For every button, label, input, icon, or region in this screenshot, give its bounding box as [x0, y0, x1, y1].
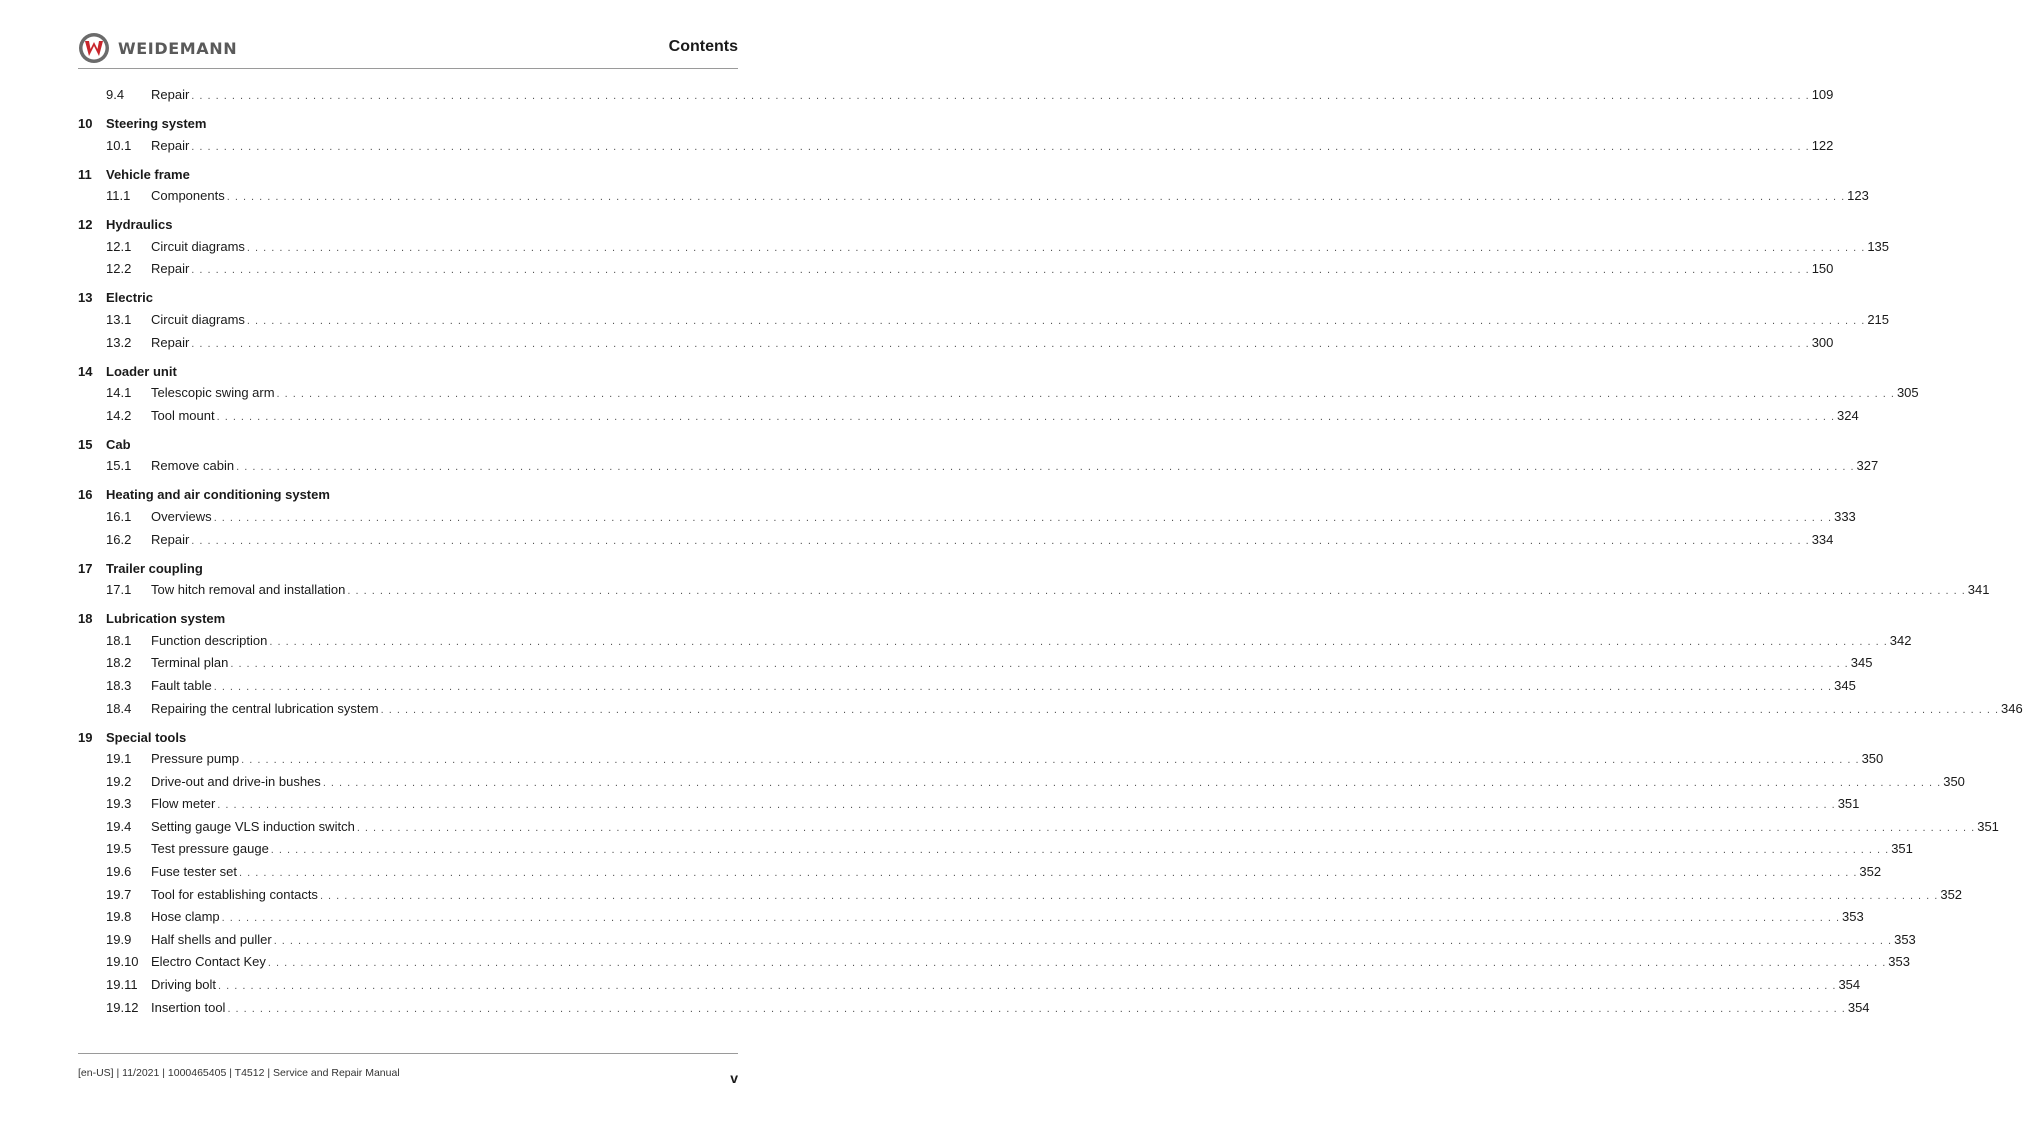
toc-chapter-heading[interactable] [78, 608, 738, 630]
toc-dot-leader: . . . . . . . . . . . . . . . . . . . . . . . . . . . . . . . . . . . . . . . . . . . . . . . . . . . . . . . . . . . . . . . . . . . . . . . . . . . . . . . . . . . . . . . . . . . . . . . . . . . . . . . . . . . . . . . . . . . . . . . . . . . . . . . . . . . . . . . . . . . . . . . . . . . . . . . . . . . . . . . . . . . . . . . . . . . . . . . . . . . . . . . . . . . . . . . . . . . . . . . . [221, 912, 1841, 925]
table-of-contents [78, 84, 2023, 1019]
toc-entry-title: Driving bolt [151, 977, 217, 993]
toc-entry-number: 19.7 [106, 886, 132, 902]
footer-page-number: v [730, 1070, 738, 1086]
toc-dot-leader: . . . . . . . . . . . . . . . . . . . . . . . . . . . . . . . . . . . . . . . . . . . . . . . . . . . . . . . . . . . . . . . . . . . . . . . . . . . . . . . . . . . . . . . . . . . . . . . . . . . . . . . . . . . . . . . . . . . . . . . . . . . . . . . . . . . . . . . . . . . . . . . . . . . . . . . . . . . . . . . . . . . . . . . . . . . . . . . . . . . . . . . . . . . . . . . . . . . . . . . . [191, 264, 1810, 277]
toc-dot-leader: . . . . . . . . . . . . . . . . . . . . . . . . . . . . . . . . . . . . . . . . . . . . . . . . . . . . . . . . . . . . . . . . . . . . . . . . . . . . . . . . . . . . . . . . . . . . . . . . . . . . . . . . . . . . . . . . . . . . . . . . . . . . . . . . . . . . . . . . . . . . . . . . . . . . . . . . . . . . . . . . . . . . . . . . . . . . . . . . . . . . . . . . . . . . . . . . . . . . . . . . [380, 703, 2000, 716]
toc-entry[interactable] [78, 135, 1834, 158]
toc-entry[interactable] [78, 951, 1910, 974]
toc-chapter-heading[interactable] [78, 484, 738, 506]
toc-entry-page: 353 [1842, 909, 1864, 925]
toc-entry-number: 14.1 [106, 385, 132, 401]
toc-chapter-heading[interactable] [78, 433, 738, 455]
toc-chapter-heading[interactable] [78, 287, 738, 309]
toc-entry-number: 19.10 [106, 954, 139, 970]
toc-entry-title: Repair [151, 137, 190, 153]
toc-entry-page: 334 [1811, 531, 1834, 547]
toc-entry-number: 19.1 [106, 751, 132, 767]
toc-dot-leader: . . . . . . . . . . . . . . . . . . . . . . . . . . . . . . . . . . . . . . . . . . . . . . . . . . . . . . . . . . . . . . . . . . . . . . . . . . . . . . . . . . . . . . . . . . . . . . . . . . . . . . . . . . . . . . . . . . . . . . . . . . . . . . . . . . . . . . . . . . . . . . . . . . . . . . . . . . . . . . . . . . . . . . . . . . . . . . . . . . . . . . . . . . . . . . . . . . . . . . . . [216, 410, 1835, 423]
toc-entry[interactable] [78, 974, 1861, 997]
toc-chapter-number: 19 [78, 729, 93, 745]
toc-entry[interactable] [78, 884, 1963, 907]
toc-dot-leader: . . . . . . . . . . . . . . . . . . . . . . . . . . . . . . . . . . . . . . . . . . . . . . . . . . . . . . . . . . . . . . . . . . . . . . . . . . . . . . . . . . . . . . . . . . . . . . . . . . . . . . . . . . . . . . . . . . . . . . . . . . . . . . . . . . . . . . . . . . . . . . . . . . . . . . . . . . . . . . . . . . . . . . . . . . . . . . . . . . . . . . . . . . . . . . . . . . . . . . . . [217, 799, 1836, 812]
toc-entry-title: Terminal plan [151, 655, 229, 671]
toc-entry-number: 19.11 [106, 977, 138, 993]
toc-dot-leader: . . . . . . . . . . . . . . . . . . . . . . . . . . . . . . . . . . . . . . . . . . . . . . . . . . . . . . . . . . . . . . . . . . . . . . . . . . . . . . . . . . . . . . . . . . . . . . . . . . . . . . . . . . . . . . . . . . . . . . . . . . . . . . . . . . . . . . . . . . . . . . . . . . . . . . . . . . . . . . . . . . . . . . . . . . . . . . . . . . . . . . . . . . . . . . . . . . . . . . . . [246, 314, 1866, 327]
toc-dot-leader: . . . . . . . . . . . . . . . . . . . . . . . . . . . . . . . . . . . . . . . . . . . . . . . . . . . . . . . . . . . . . . . . . . . . . . . . . . . . . . . . . . . . . . . . . . . . . . . . . . . . . . . . . . . . . . . . . . . . . . . . . . . . . . . . . . . . . . . . . . . . . . . . . . . . . . . . . . . . . . . . . . . . . . . . . . . . . . . . . . . . . . . . . . . . . . . . . . . . . . . . [267, 957, 1887, 970]
page-footer [78, 1053, 738, 1094]
toc-entry-page: 351 [1977, 818, 1999, 834]
toc-entry-number: 15.1 [106, 458, 132, 474]
toc-entry-number: 17.1 [106, 582, 132, 598]
toc-dot-leader: . . . . . . . . . . . . . . . . . . . . . . . . . . . . . . . . . . . . . . . . . . . . . . . . . . . . . . . . . . . . . . . . . . . . . . . . . . . . . . . . . . . . . . . . . . . . . . . . . . . . . . . . . . . . . . . . . . . . . . . . . . . . . . . . . . . . . . . . . . . . . . . . . . . . . . . . . . . . . . . . . . . . . . . . . . . . . . . . . . . . . . . . . . . . . . . . . . . . . . . . [191, 140, 1810, 153]
toc-entry[interactable] [78, 630, 1912, 653]
toc-chapter-heading[interactable] [78, 163, 738, 185]
toc-entry-page: 327 [1856, 458, 1879, 474]
toc-entry-title: Tool for establishing contacts [151, 886, 318, 902]
toc-dot-leader: . . . . . . . . . . . . . . . . . . . . . . . . . . . . . . . . . . . . . . . . . . . . . . . . . . . . . . . . . . . . . . . . . . . . . . . . . . . . . . . . . . . . . . . . . . . . . . . . . . . . . . . . . . . . . . . . . . . . . . . . . . . . . . . . . . . . . . . . . . . . . . . . . . . . . . . . . . . . . . . . . . . . . . . . . . . . . . . . . . . . . . . . . . . . . . . . . . . . . . . . [213, 511, 1833, 524]
toc-entry-title: Circuit diagrams [151, 238, 245, 254]
page-header [78, 28, 738, 69]
toc-entry-page: 341 [1967, 582, 1990, 598]
toc-entry-number: 13.2 [106, 334, 132, 350]
toc-entry-page: 346 [2001, 700, 2023, 716]
toc-chapter-number: 17 [78, 560, 93, 576]
toc-entry-title: Repair [151, 334, 190, 350]
toc-entry-title: Pressure pump [151, 751, 240, 767]
toc-chapter-heading[interactable] [78, 360, 738, 382]
toc-dot-leader: . . . . . . . . . . . . . . . . . . . . . . . . . . . . . . . . . . . . . . . . . . . . . . . . . . . . . . . . . . . . . . . . . . . . . . . . . . . . . . . . . . . . . . . . . . . . . . . . . . . . . . . . . . . . . . . . . . . . . . . . . . . . . . . . . . . . . . . . . . . . . . . . . . . . . . . . . . . . . . . . . . . . . . . . . . . . . . . . . . . . . . . . . . . . . . . . . . . . . . . . [322, 776, 1942, 789]
toc-entry-page: 351 [1837, 796, 1860, 812]
toc-entry-title: Function description [151, 632, 268, 648]
toc-entry-number: 18.1 [106, 632, 132, 648]
toc-chapter-title: Hydraulics [106, 217, 173, 233]
toc-entry-number: 10.1 [106, 137, 132, 153]
toc-entry-number: 19.3 [106, 796, 132, 812]
toc-dot-leader: . . . . . . . . . . . . . . . . . . . . . . . . . . . . . . . . . . . . . . . . . . . . . . . . . . . . . . . . . . . . . . . . . . . . . . . . . . . . . . . . . . . . . . . . . . . . . . . . . . . . . . . . . . . . . . . . . . . . . . . . . . . . . . . . . . . . . . . . . . . . . . . . . . . . . . . . . . . . . . . . . . . . . . . . . . . . . . . . . . . . . . . . . . . . . . . . . . . . . . . . [269, 635, 1888, 648]
toc-entry-number: 18.4 [106, 700, 132, 716]
brand-name: WEIDEMANN [118, 38, 238, 58]
toc-chapter [78, 287, 1890, 354]
toc-chapter-title: Loader unit [106, 363, 177, 379]
toc-entry-number: 12.2 [106, 261, 132, 277]
toc-dot-leader: . . . . . . . . . . . . . . . . . . . . . . . . . . . . . . . . . . . . . . . . . . . . . . . . . . . . . . . . . . . . . . . . . . . . . . . . . . . . . . . . . . . . . . . . . . . . . . . . . . . . . . . . . . . . . . . . . . . . . . . . . . . . . . . . . . . . . . . . . . . . . . . . . . . . . . . . . . . . . . . . . . . . . . . . . . . . . . . . . . . . . . . . . . . . . . . . . . . . . . . . [213, 680, 1833, 693]
toc-entry-page: 354 [1838, 977, 1861, 993]
toc-dot-leader: . . . . . . . . . . . . . . . . . . . . . . . . . . . . . . . . . . . . . . . . . . . . . . . . . . . . . . . . . . . . . . . . . . . . . . . . . . . . . . . . . . . . . . . . . . . . . . . . . . . . . . . . . . . . . . . . . . . . . . . . . . . . . . . . . . . . . . . . . . . . . . . . . . . . . . . . . . . . . . . . . . . . . . . . . . . . . . . . . . . . . . . . . . . . . . . . . . . . . . . . [236, 461, 1855, 474]
toc-entry[interactable] [78, 771, 1965, 794]
page-title: Contents [668, 38, 738, 55]
toc-entry-number: 19.8 [106, 909, 132, 925]
toc-entry-page: 352 [1859, 864, 1882, 880]
toc-chapter [78, 84, 1834, 107]
toc-entry[interactable] [78, 793, 1860, 816]
toc-chapter-title: Trailer coupling [106, 560, 203, 576]
toc-entry-page: 342 [1889, 632, 1912, 648]
toc-chapter-title: Lubrication system [106, 611, 226, 627]
toc-entry-page: 215 [1867, 311, 1890, 327]
toc-entry[interactable] [78, 579, 1990, 602]
toc-entry[interactable] [78, 405, 1859, 428]
toc-entry-title: Insertion tool [151, 999, 226, 1015]
toc-entry-title: Overviews [151, 508, 212, 524]
toc-entry-page: 300 [1811, 334, 1834, 350]
brand-logo [78, 32, 237, 64]
toc-chapter-title: Special tools [106, 729, 187, 745]
toc-dot-leader: . . . . . . . . . . . . . . . . . . . . . . . . . . . . . . . . . . . . . . . . . . . . . . . . . . . . . . . . . . . . . . . . . . . . . . . . . . . . . . . . . . . . . . . . . . . . . . . . . . . . . . . . . . . . . . . . . . . . . . . . . . . . . . . . . . . . . . . . . . . . . . . . . . . . . . . . . . . . . . . . . . . . . . . . . . . . . . . . . . . . . . . . . . . . . . . . . . . . . . . . [356, 821, 1976, 834]
toc-entry[interactable] [78, 529, 1834, 552]
toc-entry[interactable] [78, 838, 1913, 861]
toc-chapter-title: Steering system [106, 116, 207, 132]
toc-entry[interactable] [78, 185, 1869, 208]
weidemann-logo-icon [78, 32, 110, 64]
toc-chapter-number: 18 [78, 611, 93, 627]
toc-entry-number: 19.4 [106, 818, 132, 834]
toc-chapter-number: 16 [78, 487, 93, 503]
toc-dot-leader: . . . . . . . . . . . . . . . . . . . . . . . . . . . . . . . . . . . . . . . . . . . . . . . . . . . . . . . . . . . . . . . . . . . . . . . . . . . . . . . . . . . . . . . . . . . . . . . . . . . . . . . . . . . . . . . . . . . . . . . . . . . . . . . . . . . . . . . . . . . . . . . . . . . . . . . . . . . . . . . . . . . . . . . . . . . . . . . . . . . . . . . . . . . . . . . . . . . . . . . . [227, 1002, 1846, 1015]
toc-entry-number: 11.1 [106, 188, 131, 204]
toc-entry-title: Repair [151, 261, 190, 277]
toc-entry-number: 16.1 [106, 508, 132, 524]
toc-chapter-number: 14 [78, 363, 93, 379]
toc-entry-page: 350 [1861, 751, 1884, 767]
toc-entry-title: Repairing the central lubrication system [151, 700, 379, 716]
toc-entry-title: Half shells and puller [151, 931, 272, 947]
toc-entry-number: 13.1 [106, 311, 132, 327]
toc-entry-number: 19.2 [106, 773, 132, 789]
toc-entry-page: 350 [1943, 773, 1965, 789]
toc-chapter-title: Cab [106, 436, 131, 452]
toc-chapter-number: 11 [78, 166, 92, 182]
toc-chapter [78, 726, 1999, 1019]
toc-entry[interactable] [78, 382, 1919, 405]
toc-entry-title: Tool mount [151, 407, 215, 423]
toc-entry-title: Fault table [151, 677, 212, 693]
toc-entry-page: 123 [1847, 188, 1869, 204]
footer-document-info: [en-US] | 11/2021 | 1000465405 | T4512 | Service and Repair Manual [78, 1067, 400, 1079]
toc-dot-leader: . . . . . . . . . . . . . . . . . . . . . . . . . . . . . . . . . . . . . . . . . . . . . . . . . . . . . . . . . . . . . . . . . . . . . . . . . . . . . . . . . . . . . . . . . . . . . . . . . . . . . . . . . . . . . . . . . . . . . . . . . . . . . . . . . . . . . . . . . . . . . . . . . . . . . . . . . . . . . . . . . . . . . . . . . . . . . . . . . . . . . . . . . . . . . . . . . . . . . . . . [319, 889, 1939, 902]
toc-entry-page: 353 [1894, 931, 1916, 947]
toc-entry-title: Test pressure gauge [151, 841, 269, 857]
toc-entry[interactable] [78, 258, 1834, 281]
toc-entry[interactable] [78, 675, 1856, 698]
toc-entry-number: 14.2 [106, 407, 132, 423]
toc-entry-page: 333 [1834, 508, 1856, 524]
toc-entry-number: 19.6 [106, 864, 132, 880]
toc-entry[interactable] [78, 652, 1873, 675]
toc-dot-leader: . . . . . . . . . . . . . . . . . . . . . . . . . . . . . . . . . . . . . . . . . . . . . . . . . . . . . . . . . . . . . . . . . . . . . . . . . . . . . . . . . . . . . . . . . . . . . . . . . . . . . . . . . . . . . . . . . . . . . . . . . . . . . . . . . . . . . . . . . . . . . . . . . . . . . . . . . . . . . . . . . . . . . . . . . . . . . . . . . . . . . . . . . . . . . . . . . . . . . . . . [273, 934, 1893, 947]
toc-dot-leader: . . . . . . . . . . . . . . . . . . . . . . . . . . . . . . . . . . . . . . . . . . . . . . . . . . . . . . . . . . . . . . . . . . . . . . . . . . . . . . . . . . . . . . . . . . . . . . . . . . . . . . . . . . . . . . . . . . . . . . . . . . . . . . . . . . . . . . . . . . . . . . . . . . . . . . . . . . . . . . . . . . . . . . . . . . . . . . . . . . . . . . . . . . . . . . . . . . . . . . . . [276, 388, 1895, 401]
toc-chapter-number: 10 [78, 116, 93, 132]
toc-entry-page: 135 [1867, 238, 1890, 254]
toc-chapter-heading[interactable] [78, 113, 738, 135]
toc-entry-title: Components [151, 188, 225, 204]
toc-chapter-heading[interactable] [78, 557, 738, 579]
toc-dot-leader: . . . . . . . . . . . . . . . . . . . . . . . . . . . . . . . . . . . . . . . . . . . . . . . . . . . . . . . . . . . . . . . . . . . . . . . . . . . . . . . . . . . . . . . . . . . . . . . . . . . . . . . . . . . . . . . . . . . . . . . . . . . . . . . . . . . . . . . . . . . . . . . . . . . . . . . . . . . . . . . . . . . . . . . . . . . . . . . . . . . . . . . . . . . . . . . . . . . . . . . . [241, 754, 1860, 767]
toc-entry-number: 19.12 [106, 999, 139, 1015]
toc-entry-page: 324 [1837, 407, 1859, 423]
toc-chapter [78, 214, 1890, 281]
toc-chapter [78, 484, 1856, 551]
toc-entry-title: Flow meter [151, 796, 216, 812]
toc-entry-title: Tow hitch removal and installation [151, 582, 346, 598]
toc-entry-title: Remove cabin [151, 458, 235, 474]
toc-entry-number: 9.4 [106, 87, 125, 102]
toc-dot-leader: . . . . . . . . . . . . . . . . . . . . . . . . . . . . . . . . . . . . . . . . . . . . . . . . . . . . . . . . . . . . . . . . . . . . . . . . . . . . . . . . . . . . . . . . . . . . . . . . . . . . . . . . . . . . . . . . . . . . . . . . . . . . . . . . . . . . . . . . . . . . . . . . . . . . . . . . . . . . . . . . . . . . . . . . . . . . . . . . . . . . . . . . . . . . . . . . . . . . . . . . [218, 980, 1837, 993]
toc-entry-page: 353 [1888, 954, 1910, 970]
toc-entry-page: 352 [1940, 886, 1963, 902]
toc-entry[interactable] [78, 309, 1890, 332]
toc-entry-title: Repair [151, 87, 190, 102]
toc-entry-page: 345 [1834, 677, 1856, 693]
toc-entry-page: 351 [1891, 841, 1913, 857]
toc-entry-page: 150 [1811, 261, 1834, 277]
toc-entry[interactable] [78, 236, 1890, 259]
toc-entry[interactable] [78, 84, 1834, 107]
toc-entry[interactable] [78, 929, 1916, 952]
toc-entry-title: Repair [151, 531, 190, 547]
toc-chapter [78, 608, 2023, 720]
toc-chapter-number: 13 [78, 290, 93, 306]
toc-chapter-number: 15 [78, 436, 93, 452]
toc-entry-title: Electro Contact Key [151, 954, 266, 970]
toc-entry[interactable] [78, 816, 1999, 839]
toc-entry[interactable] [78, 455, 1879, 478]
toc-entry-title: Setting gauge VLS induction switch [151, 818, 355, 834]
toc-chapter [78, 163, 1869, 208]
toc-chapter [78, 433, 1879, 478]
toc-entry-page: 109 [1811, 87, 1834, 102]
toc-entry-number: 12.1 [106, 238, 132, 254]
toc-entry[interactable] [78, 332, 1834, 355]
toc-entry[interactable] [78, 698, 2023, 721]
toc-dot-leader: . . . . . . . . . . . . . . . . . . . . . . . . . . . . . . . . . . . . . . . . . . . . . . . . . . . . . . . . . . . . . . . . . . . . . . . . . . . . . . . . . . . . . . . . . . . . . . . . . . . . . . . . . . . . . . . . . . . . . . . . . . . . . . . . . . . . . . . . . . . . . . . . . . . . . . . . . . . . . . . . . . . . . . . . . . . . . . . . . . . . . . . . . . . . . . . . . . . . . . . . [238, 867, 1858, 880]
toc-chapter-title: Vehicle frame [106, 166, 190, 182]
toc-chapter [78, 557, 1990, 602]
toc-entry-title: Hose clamp [151, 909, 220, 925]
toc-entry-number: 19.9 [106, 931, 132, 947]
toc-entry-number: 16.2 [106, 531, 132, 547]
toc-entry-page: 345 [1850, 655, 1873, 671]
toc-entry-title: Telescopic swing arm [151, 385, 275, 401]
toc-entry-number: 19.5 [106, 841, 132, 857]
toc-dot-leader: . . . . . . . . . . . . . . . . . . . . . . . . . . . . . . . . . . . . . . . . . . . . . . . . . . . . . . . . . . . . . . . . . . . . . . . . . . . . . . . . . . . . . . . . . . . . . . . . . . . . . . . . . . . . . . . . . . . . . . . . . . . . . . . . . . . . . . . . . . . . . . . . . . . . . . . . . . . . . . . . . . . . . . . . . . . . . . . . . . . . . . . . . . . . . . . . . . . . . . . . [347, 585, 1966, 598]
toc-entry[interactable] [78, 748, 1884, 771]
toc-dot-leader: . . . . . . . . . . . . . . . . . . . . . . . . . . . . . . . . . . . . . . . . . . . . . . . . . . . . . . . . . . . . . . . . . . . . . . . . . . . . . . . . . . . . . . . . . . . . . . . . . . . . . . . . . . . . . . . . . . . . . . . . . . . . . . . . . . . . . . . . . . . . . . . . . . . . . . . . . . . . . . . . . . . . . . . . . . . . . . . . . . . . . . . . . . . . . . . . . . . . . . . . [230, 658, 1849, 671]
toc-entry-title: Fuse tester set [151, 864, 237, 880]
toc-entry-page: 305 [1896, 385, 1919, 401]
toc-chapter-heading[interactable] [78, 214, 738, 236]
toc-entry[interactable] [78, 906, 1864, 929]
toc-chapter-title: Electric [106, 290, 153, 306]
toc-chapter-number: 12 [78, 217, 93, 233]
toc-chapter-heading[interactable] [78, 726, 738, 748]
toc-entry-page: 122 [1811, 137, 1834, 153]
toc-entry[interactable] [78, 506, 1856, 529]
toc-dot-leader: . . . . . . . . . . . . . . . . . . . . . . . . . . . . . . . . . . . . . . . . . . . . . . . . . . . . . . . . . . . . . . . . . . . . . . . . . . . . . . . . . . . . . . . . . . . . . . . . . . . . . . . . . . . . . . . . . . . . . . . . . . . . . . . . . . . . . . . . . . . . . . . . . . . . . . . . . . . . . . . . . . . . . . . . . . . . . . . . . . . . . . . . . . . . . . . . . . . . . . . . [191, 337, 1810, 350]
toc-dot-leader: . . . . . . . . . . . . . . . . . . . . . . . . . . . . . . . . . . . . . . . . . . . . . . . . . . . . . . . . . . . . . . . . . . . . . . . . . . . . . . . . . . . . . . . . . . . . . . . . . . . . . . . . . . . . . . . . . . . . . . . . . . . . . . . . . . . . . . . . . . . . . . . . . . . . . . . . . . . . . . . . . . . . . . . . . . . . . . . . . . . . . . . . . . . . . . . . . . . . . . . . [246, 241, 1866, 254]
toc-dot-leader: . . . . . . . . . . . . . . . . . . . . . . . . . . . . . . . . . . . . . . . . . . . . . . . . . . . . . . . . . . . . . . . . . . . . . . . . . . . . . . . . . . . . . . . . . . . . . . . . . . . . . . . . . . . . . . . . . . . . . . . . . . . . . . . . . . . . . . . . . . . . . . . . . . . . . . . . . . . . . . . . . . . . . . . . . . . . . . . . . . . . . . . . . . . . . . . . . . . . . . . . [191, 90, 1810, 102]
toc-entry-page: 354 [1847, 999, 1870, 1015]
toc-entry-title: Circuit diagrams [151, 311, 245, 327]
toc-dot-leader: . . . . . . . . . . . . . . . . . . . . . . . . . . . . . . . . . . . . . . . . . . . . . . . . . . . . . . . . . . . . . . . . . . . . . . . . . . . . . . . . . . . . . . . . . . . . . . . . . . . . . . . . . . . . . . . . . . . . . . . . . . . . . . . . . . . . . . . . . . . . . . . . . . . . . . . . . . . . . . . . . . . . . . . . . . . . . . . . . . . . . . . . . . . . . . . . . . . . . . . . [270, 844, 1890, 857]
toc-chapter [78, 360, 1919, 427]
toc-entry-title: Drive-out and drive-in bushes [151, 773, 321, 789]
toc-chapter [78, 113, 1834, 158]
toc-entry[interactable] [78, 997, 1870, 1020]
toc-chapter-title: Heating and air conditioning system [106, 487, 330, 503]
toc-dot-leader: . . . . . . . . . . . . . . . . . . . . . . . . . . . . . . . . . . . . . . . . . . . . . . . . . . . . . . . . . . . . . . . . . . . . . . . . . . . . . . . . . . . . . . . . . . . . . . . . . . . . . . . . . . . . . . . . . . . . . . . . . . . . . . . . . . . . . . . . . . . . . . . . . . . . . . . . . . . . . . . . . . . . . . . . . . . . . . . . . . . . . . . . . . . . . . . . . . . . . . . . [191, 534, 1810, 547]
toc-entry[interactable] [78, 861, 1882, 884]
toc-entry-number: 18.3 [106, 677, 132, 693]
toc-dot-leader: . . . . . . . . . . . . . . . . . . . . . . . . . . . . . . . . . . . . . . . . . . . . . . . . . . . . . . . . . . . . . . . . . . . . . . . . . . . . . . . . . . . . . . . . . . . . . . . . . . . . . . . . . . . . . . . . . . . . . . . . . . . . . . . . . . . . . . . . . . . . . . . . . . . . . . . . . . . . . . . . . . . . . . . . . . . . . . . . . . . . . . . . . . . . . . . . . . . . . . . . [226, 191, 1846, 204]
toc-entry-number: 18.2 [106, 655, 132, 671]
